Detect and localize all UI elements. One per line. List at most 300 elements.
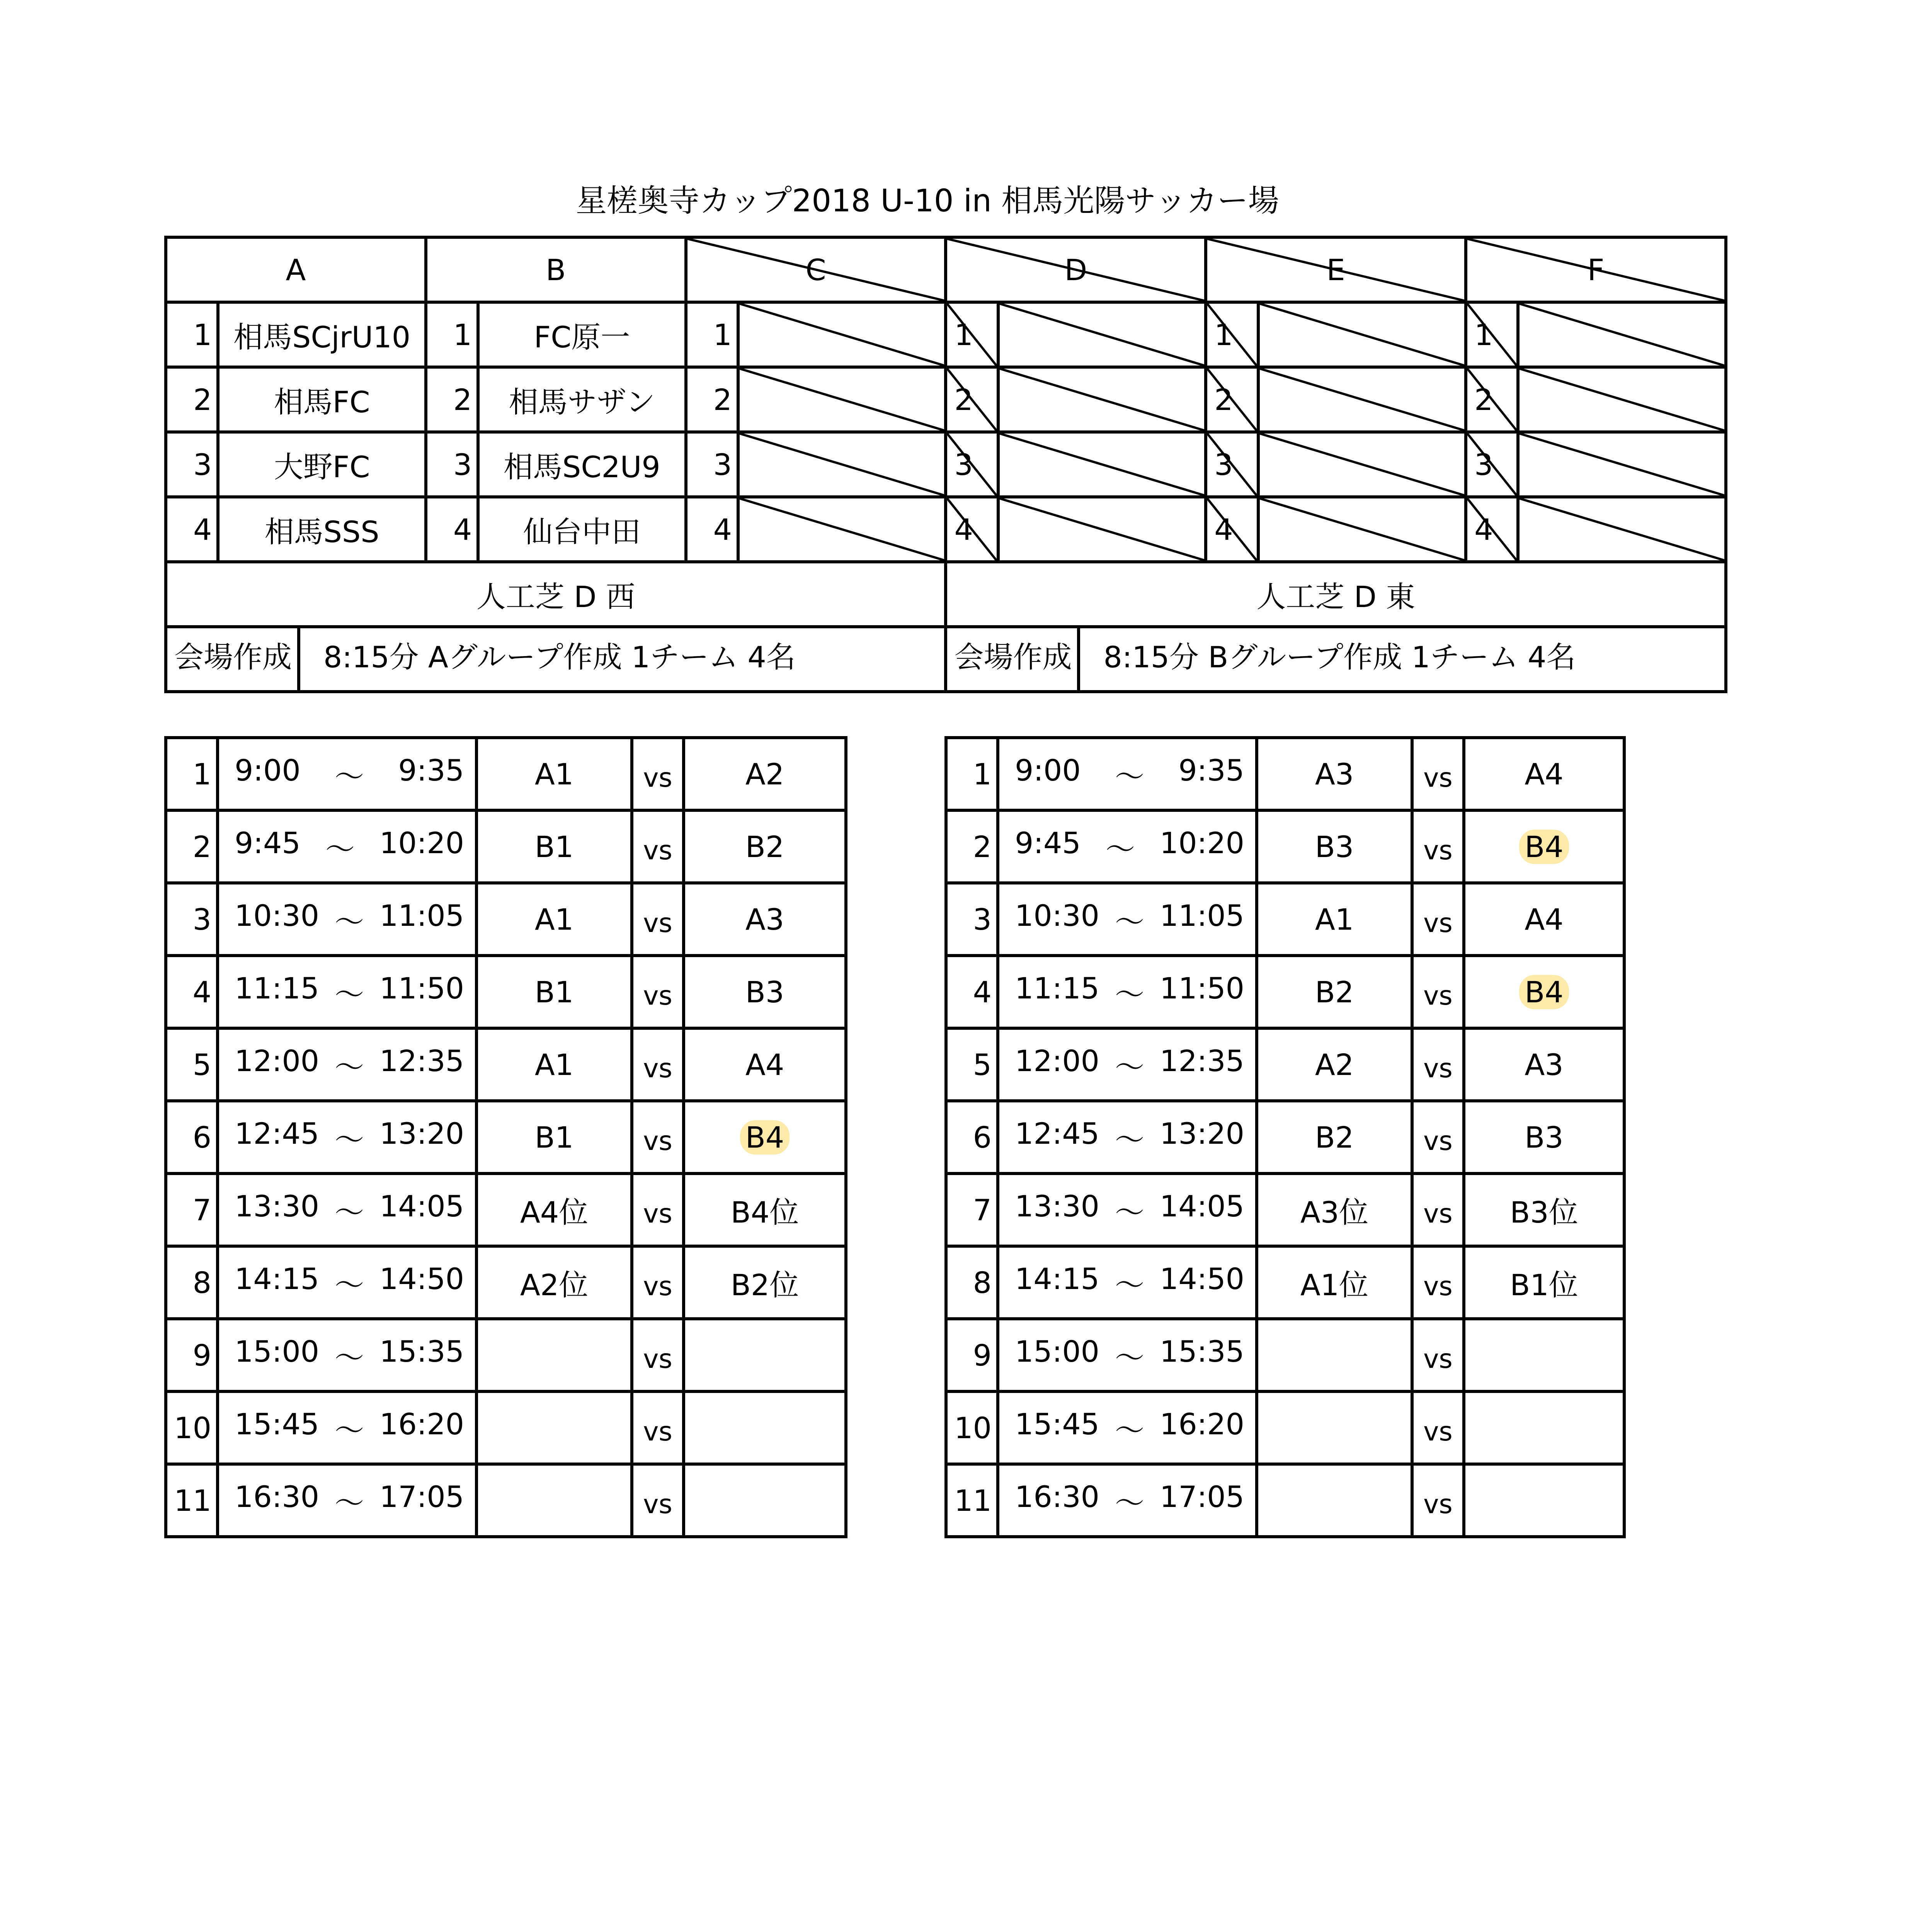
away-team [1464, 738, 1624, 810]
end-time: 16:20 [379, 1406, 464, 1441]
away-team [1464, 956, 1624, 1028]
away-team [684, 738, 846, 810]
match-number: 9 [166, 1319, 218, 1391]
away-team-label: B3 [745, 975, 784, 1009]
group-b-team: 相馬サザン [478, 367, 686, 432]
group-header-d: D [946, 237, 1206, 302]
strike-line [1000, 498, 1204, 560]
group-c-number: 3 [686, 432, 738, 497]
end-time: 12:35 [379, 1043, 464, 1078]
match-row [166, 1173, 846, 1246]
match-number: 8 [166, 1246, 218, 1319]
tilde: 〜 [1115, 1049, 1144, 1084]
away-team [684, 1101, 846, 1173]
vs-label: vs [632, 883, 684, 956]
start-time: 9:45 [235, 825, 301, 860]
group-b-number: 3 [426, 432, 478, 497]
group-c-team-empty [738, 367, 946, 432]
strike-line [1000, 434, 1204, 495]
vs-label: vs [632, 1028, 684, 1101]
match-number: 7 [946, 1173, 998, 1246]
match-row [166, 1391, 846, 1464]
tilde: 〜 [1105, 832, 1135, 866]
away-team-label: B1位 [1510, 1267, 1578, 1302]
home-team: B1 [476, 810, 632, 883]
tilde: 〜 [335, 1267, 364, 1302]
group-d-team-empty [998, 497, 1206, 562]
highlighted-team: B4 [740, 1120, 790, 1155]
away-team-label: A4 [1525, 757, 1564, 791]
group-f-number: 4 [1466, 497, 1518, 562]
away-team-label: B2 [745, 829, 784, 864]
group-e-number: 4 [1206, 497, 1258, 562]
match-time [218, 1464, 476, 1537]
group-f-team-empty [1518, 302, 1726, 367]
group-row [166, 497, 1726, 562]
vs-label: vs [1412, 1173, 1464, 1246]
group-b-number: 4 [426, 497, 478, 562]
end-time: 11:50 [379, 971, 464, 1005]
home-team: A3 [1257, 738, 1412, 810]
away-team [1464, 810, 1624, 883]
group-c-team-empty [738, 432, 946, 497]
match-number: 11 [166, 1464, 218, 1537]
strike-line [1260, 498, 1464, 560]
away-team [684, 883, 846, 956]
group-c-team-empty [738, 497, 946, 562]
match-time [998, 1464, 1257, 1537]
away-team-label: B4位 [730, 1195, 799, 1230]
start-time: 15:45 [235, 1406, 320, 1441]
away-team-label: B2位 [730, 1267, 799, 1302]
home-team: B2 [1257, 1101, 1412, 1173]
match-time [218, 1028, 476, 1101]
schedule-west-body [166, 738, 846, 1537]
end-time: 13:20 [1159, 1116, 1244, 1151]
divider [297, 628, 300, 690]
tilde: 〜 [1115, 904, 1144, 939]
match-time [998, 1173, 1257, 1246]
away-team [684, 1319, 846, 1391]
match-row [946, 1319, 1624, 1391]
end-time: 10:20 [1159, 825, 1244, 860]
home-team: A1 [476, 883, 632, 956]
match-number: 3 [166, 883, 218, 956]
match-number: 4 [166, 956, 218, 1028]
match-row [166, 1028, 846, 1101]
vs-label: vs [632, 1173, 684, 1246]
group-body [166, 302, 1726, 562]
start-time: 11:15 [235, 971, 320, 1005]
end-time: 15:35 [379, 1334, 464, 1369]
away-team [1464, 1464, 1624, 1537]
start-time: 9:00 [1015, 753, 1081, 787]
match-row [166, 738, 846, 810]
divider [1077, 628, 1080, 690]
strike-line [1260, 369, 1464, 430]
schedule-east-body [946, 738, 1624, 1537]
group-f-number: 1 [1466, 302, 1518, 367]
end-time: 10:20 [379, 825, 464, 860]
start-time: 15:45 [1015, 1406, 1100, 1441]
vs-label: vs [1412, 1391, 1464, 1464]
group-e-team-empty [1258, 432, 1466, 497]
match-number: 1 [946, 738, 998, 810]
group-c-team-empty [738, 302, 946, 367]
group-f-team-empty [1518, 367, 1726, 432]
venue-east [946, 627, 1726, 692]
match-row [946, 1391, 1624, 1464]
home-team: A2 [1257, 1028, 1412, 1101]
group-header-c: C [686, 237, 946, 302]
group-header-b: B [426, 237, 686, 302]
home-team: A1 [476, 1028, 632, 1101]
match-time [998, 1319, 1257, 1391]
strike-line [1260, 434, 1464, 495]
vs-label: vs [1412, 1464, 1464, 1537]
end-time: 14:50 [379, 1261, 464, 1296]
group-a-team: 相馬SSS [218, 497, 425, 562]
away-team [684, 1246, 846, 1319]
group-f-team-empty [1518, 497, 1726, 562]
strike-line [1000, 369, 1204, 430]
strike-line [1000, 304, 1204, 366]
match-row [166, 1464, 846, 1537]
tilde: 〜 [1115, 1340, 1144, 1375]
match-time [998, 1101, 1257, 1173]
venue-label: 会場作成 [174, 640, 292, 674]
end-time: 12:35 [1159, 1043, 1244, 1078]
match-time [218, 1319, 476, 1391]
schedule-east [944, 736, 1626, 1538]
match-number: 1 [166, 738, 218, 810]
match-number: 6 [166, 1101, 218, 1173]
start-time: 13:30 [235, 1189, 320, 1223]
strike-line [740, 304, 944, 366]
vs-label: vs [632, 1391, 684, 1464]
match-time [998, 1028, 1257, 1101]
group-d-number: 4 [946, 497, 998, 562]
home-team [1257, 1319, 1412, 1391]
tilde: 〜 [335, 759, 364, 794]
match-row [946, 1246, 1624, 1319]
group-b-number: 2 [426, 367, 478, 432]
start-time: 13:30 [1015, 1189, 1100, 1223]
tilde: 〜 [335, 1122, 364, 1157]
home-team: A1位 [1257, 1246, 1412, 1319]
end-time: 14:05 [1159, 1189, 1244, 1223]
group-a-number: 1 [166, 302, 218, 367]
match-time [218, 1246, 476, 1319]
away-team [1464, 1101, 1624, 1173]
group-c-number: 1 [686, 302, 738, 367]
group-b-team: 仙台中田 [478, 497, 686, 562]
group-e-team-empty [1258, 302, 1466, 367]
vs-label: vs [632, 956, 684, 1028]
document-title: 星槎奥寺カップ2018 U-10 in 相馬光陽サッカー場 [576, 183, 1279, 219]
vs-label: vs [1412, 1101, 1464, 1173]
strike-line [1520, 304, 1724, 366]
away-team [1464, 1391, 1624, 1464]
match-row [946, 738, 1624, 810]
group-a-number: 3 [166, 432, 218, 497]
match-row [946, 1464, 1624, 1537]
start-time: 12:00 [1015, 1043, 1100, 1078]
tilde: 〜 [335, 1485, 364, 1520]
start-time: 11:15 [1015, 971, 1100, 1005]
tilde: 〜 [1115, 1122, 1144, 1157]
away-team [684, 956, 846, 1028]
vs-label: vs [632, 1246, 684, 1319]
start-time: 12:45 [235, 1116, 320, 1151]
start-time: 14:15 [235, 1261, 320, 1296]
end-time: 17:05 [1159, 1479, 1244, 1514]
match-number: 7 [166, 1173, 218, 1246]
tilde: 〜 [325, 832, 355, 866]
home-team: A2位 [476, 1246, 632, 1319]
away-team-label: A2 [745, 757, 784, 791]
group-header-a: A [166, 237, 426, 302]
end-time: 14:05 [379, 1189, 464, 1223]
venue-row [166, 627, 1726, 692]
match-row [166, 810, 846, 883]
group-d-number: 2 [946, 367, 998, 432]
home-team [1257, 1391, 1412, 1464]
vs-label: vs [1412, 956, 1464, 1028]
home-team: A4位 [476, 1173, 632, 1246]
match-row [166, 956, 846, 1028]
strike-line [1260, 304, 1464, 366]
strike-line [1520, 369, 1724, 430]
start-time: 12:00 [235, 1043, 320, 1078]
start-time: 16:30 [1015, 1479, 1100, 1514]
away-team-label: A4 [745, 1047, 784, 1082]
tilde: 〜 [1115, 1267, 1144, 1302]
end-time: 15:35 [1159, 1334, 1244, 1369]
tilde: 〜 [335, 1049, 364, 1084]
group-header-row [166, 237, 1726, 302]
start-time: 9:45 [1015, 825, 1081, 860]
group-d-number: 1 [946, 302, 998, 367]
start-time: 12:45 [1015, 1116, 1100, 1151]
venue-label: 会場作成 [954, 640, 1072, 674]
match-time [998, 810, 1257, 883]
start-time: 16:30 [235, 1479, 320, 1514]
tilde: 〜 [1115, 1485, 1144, 1520]
vs-label: vs [632, 1319, 684, 1391]
group-e-number: 2 [1206, 367, 1258, 432]
group-a-team: 大野FC [218, 432, 425, 497]
match-number: 11 [946, 1464, 998, 1537]
away-team [684, 1464, 846, 1537]
group-table [164, 236, 1727, 693]
start-time: 10:30 [1015, 898, 1100, 933]
venue-east-text: 8:15分 Bグループ作成 1チーム 4名 [1103, 640, 1576, 674]
start-time: 9:00 [235, 753, 301, 787]
home-team: B2 [1257, 956, 1412, 1028]
group-e-team-empty [1258, 497, 1466, 562]
start-time: 14:15 [1015, 1261, 1100, 1296]
away-team [684, 1028, 846, 1101]
start-time: 15:00 [235, 1334, 320, 1369]
away-team-label: A3 [1525, 1047, 1564, 1082]
strike-line [1520, 434, 1724, 495]
match-time [998, 738, 1257, 810]
home-team [476, 1319, 632, 1391]
home-team [476, 1391, 632, 1464]
home-team: A3位 [1257, 1173, 1412, 1246]
match-time [998, 1391, 1257, 1464]
end-time: 11:05 [379, 898, 464, 933]
vs-label: vs [632, 738, 684, 810]
group-d-number: 3 [946, 432, 998, 497]
group-b-team: FC原一 [478, 302, 686, 367]
match-row [946, 810, 1624, 883]
group-row [166, 432, 1726, 497]
match-row [166, 883, 846, 956]
field-row [166, 562, 1726, 627]
vs-label: vs [1412, 883, 1464, 956]
strike-line [740, 498, 944, 560]
schedule-west [164, 736, 847, 1538]
group-a-number: 2 [166, 367, 218, 432]
match-number: 10 [166, 1391, 218, 1464]
group-f-number: 3 [1466, 432, 1518, 497]
home-team: A1 [476, 738, 632, 810]
away-team [684, 1391, 846, 1464]
venue-west [166, 627, 946, 692]
tilde: 〜 [1115, 1413, 1144, 1447]
home-team [1257, 1464, 1412, 1537]
group-header-e: E [1206, 237, 1466, 302]
away-team [684, 1173, 846, 1246]
highlighted-team: B4 [1519, 975, 1569, 1009]
strike-line [740, 434, 944, 495]
group-a-team: 相馬SCjrU10 [218, 302, 425, 367]
match-time [998, 1246, 1257, 1319]
match-number: 3 [946, 883, 998, 956]
group-d-team-empty [998, 302, 1206, 367]
match-row [946, 1028, 1624, 1101]
end-time: 17:05 [379, 1479, 464, 1514]
group-header-f: F [1466, 237, 1726, 302]
away-team [1464, 1173, 1624, 1246]
match-row [166, 1101, 846, 1173]
home-team: A1 [1257, 883, 1412, 956]
tilde: 〜 [335, 1340, 364, 1375]
group-b-number: 1 [426, 302, 478, 367]
vs-label: vs [1412, 1319, 1464, 1391]
tilde: 〜 [335, 977, 364, 1012]
group-b-team: 相馬SC2U9 [478, 432, 686, 497]
away-team-label: B3 [1525, 1120, 1564, 1155]
match-number: 6 [946, 1101, 998, 1173]
away-team [1464, 1246, 1624, 1319]
vs-label: vs [632, 1464, 684, 1537]
match-number: 10 [946, 1391, 998, 1464]
match-time [218, 883, 476, 956]
end-time: 9:35 [398, 753, 464, 787]
home-team: B1 [476, 1101, 632, 1173]
highlighted-team: B4 [1519, 830, 1569, 864]
end-time: 11:50 [1159, 971, 1244, 1005]
vs-label: vs [1412, 738, 1464, 810]
match-time [218, 810, 476, 883]
away-team-label: B3位 [1510, 1195, 1578, 1230]
home-team [476, 1464, 632, 1537]
match-time [218, 1391, 476, 1464]
match-number: 4 [946, 956, 998, 1028]
group-f-number: 2 [1466, 367, 1518, 432]
venue-west-text: 8:15分 Aグループ作成 1チーム 4名 [323, 640, 796, 674]
tilde: 〜 [1115, 977, 1144, 1012]
group-a-team: 相馬FC [218, 367, 425, 432]
group-row [166, 302, 1726, 367]
field-east: 人工芝 D 東 [946, 562, 1726, 627]
match-row [946, 1173, 1624, 1246]
end-time: 11:05 [1159, 898, 1244, 933]
home-team: B1 [476, 956, 632, 1028]
match-time [998, 883, 1257, 956]
end-time: 14:50 [1159, 1261, 1244, 1296]
match-number: 2 [946, 810, 998, 883]
match-time [218, 738, 476, 810]
tilde: 〜 [335, 1195, 364, 1230]
match-number: 9 [946, 1319, 998, 1391]
tilde: 〜 [335, 1413, 364, 1447]
match-time [218, 956, 476, 1028]
vs-label: vs [632, 810, 684, 883]
match-number: 5 [166, 1028, 218, 1101]
field-west: 人工芝 D 西 [166, 562, 946, 627]
group-f-team-empty [1518, 432, 1726, 497]
start-time: 10:30 [235, 898, 320, 933]
match-row [946, 883, 1624, 956]
match-number: 2 [166, 810, 218, 883]
group-e-number: 1 [1206, 302, 1258, 367]
vs-label: vs [632, 1101, 684, 1173]
away-team [684, 810, 846, 883]
group-d-team-empty [998, 432, 1206, 497]
group-a-number: 4 [166, 497, 218, 562]
away-team [1464, 1028, 1624, 1101]
vs-label: vs [1412, 810, 1464, 883]
group-c-number: 2 [686, 367, 738, 432]
end-time: 9:35 [1178, 753, 1244, 787]
match-row [946, 1101, 1624, 1173]
end-time: 16:20 [1159, 1406, 1244, 1441]
end-time: 13:20 [379, 1116, 464, 1151]
strike-line [1520, 498, 1724, 560]
match-number: 8 [946, 1246, 998, 1319]
vs-label: vs [1412, 1028, 1464, 1101]
match-row [166, 1319, 846, 1391]
group-row [166, 367, 1726, 432]
match-time [218, 1173, 476, 1246]
match-row [946, 956, 1624, 1028]
home-team: B3 [1257, 810, 1412, 883]
tilde: 〜 [1115, 759, 1144, 794]
match-time [218, 1101, 476, 1173]
away-team [1464, 1319, 1624, 1391]
tilde: 〜 [1115, 1195, 1144, 1230]
away-team-label: A4 [1525, 902, 1564, 937]
vs-label: vs [1412, 1246, 1464, 1319]
strike-line [740, 369, 944, 430]
tilde: 〜 [335, 904, 364, 939]
match-time [998, 956, 1257, 1028]
away-team-label: A3 [745, 902, 784, 937]
